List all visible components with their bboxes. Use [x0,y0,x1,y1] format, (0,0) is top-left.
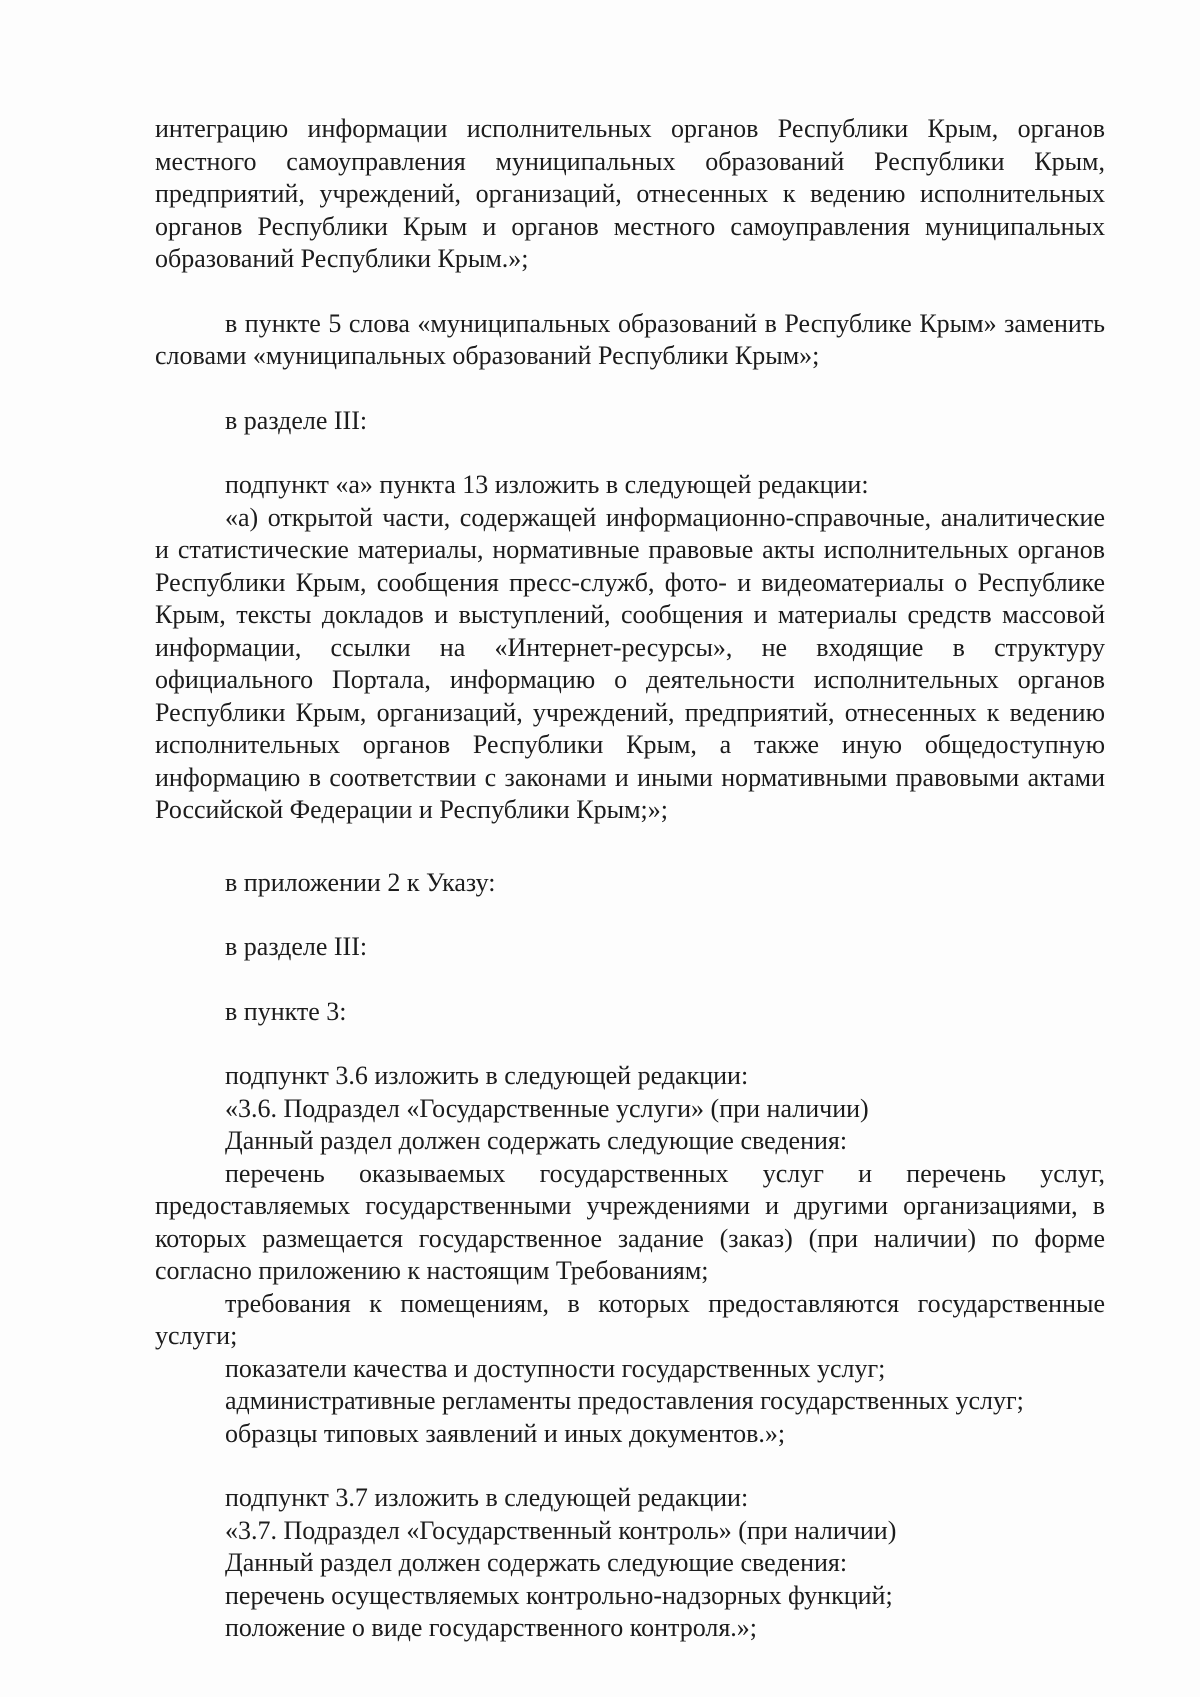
paragraph-subpoint-a-text: «а) открытой части, содержащей информационно-справочные, аналитические и статистические материалы, нормативные правовые акты исполнительных органов Республики Крым, сообщения пресс-служб, фото- и видеоматериалы о Республике Крым, тексты докладов и выступлений, сообщения и материалы средств массовой информации, ссылки на «Интернет-ресурсы», не входящие в структуру официального Портала, информацию о деятельности исполнительных органов Республики Крым, организаций, учреждений, предприятий, отнесенных к ведению исполнительных органов Республики Крым, а также иную общедоступную информацию в соответствии с законами и иными нормативными правовыми актами Российской Федерации и Республики Крым;»; [155,502,1105,824]
paragraph-subsection-services-title: «3.6. Подраздел «Государственные услуги» (при наличии) [225,1093,869,1123]
paragraph-subpoint-3-7-intro: подпункт 3.7 изложить в следующей редакции: [225,1483,749,1512]
paragraph-services-samples: образцы типовых заявлений и иных документов.»; [225,1418,786,1448]
paragraph-point-5: в пункте 5 слова «муниципальных образований в Республике Крым» заменить словами «муниципальных образований Республики Крым»; [155,308,1105,370]
paragraph-control-contains: Данный раздел должен содержать следующие сведения: [225,1548,848,1577]
document-body [155,113,1105,1645]
paragraph-appendix-2: в приложении 2 к Указу: [225,867,496,897]
paragraph-subsection-control-title: «3.7. Подраздел «Государственный контроль» (при наличии) [225,1515,897,1545]
paragraph-services-quality: показатели качества и доступности государственных услуг; [225,1353,886,1383]
paragraph-subpoint-3-6-intro: подпункт 3.6 изложить в следующей редакции: [225,1061,749,1090]
paragraph-services-contains: Данный раздел должен содержать следующие сведения: [225,1126,848,1155]
paragraph-control-regulation: положение о виде государственного контроля.»; [225,1613,758,1642]
paragraph-integration: интеграцию информации исполнительных органов Республики Крым, органов местного самоуправления муниципальных образований Республики Крым, предприятий, учреждений, организаций, отнесенных к ведению исполнительных органов Республики Крым и органов местного самоуправления муниципальных образований Республики Крым.»; [155,114,1105,273]
paragraph-section-iii: в разделе III: [225,405,368,435]
paragraph-services-list: перечень оказываемых государственных услуг и перечень услуг, предоставляемых государственными учреждениями и другими организациями, в которых размещается государственное задание (заказ) (при наличии) по форме согласно приложению к настоящим Требованиям; [155,1158,1105,1285]
paragraph-section-iii-2: в разделе III: [225,932,368,961]
paragraph-services-regulations: административные регламенты предоставления государственных услуг; [225,1386,1024,1415]
paragraph-subpoint-a-intro: подпункт «а» пункта 13 изложить в следующей редакции: [225,470,869,499]
paragraph-control-functions: перечень осуществляемых контрольно-надзорных функций; [225,1580,893,1610]
paragraph-point-3: в пункте 3: [225,996,347,1026]
paragraph-services-premises: требования к помещениям, в которых предоставляются государственные услуги; [155,1288,1105,1350]
